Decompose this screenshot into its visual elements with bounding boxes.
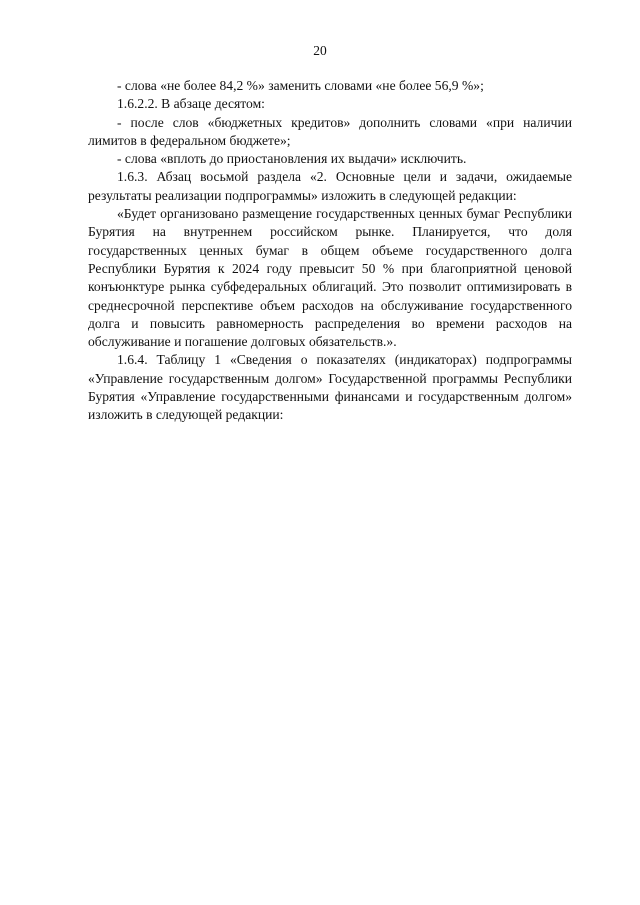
paragraph-exclude-words: - слова «вплоть до приостановления их выдачи» исключить. — [117, 151, 467, 167]
paragraph-1-6-3: 1.6.3. Абзац восьмой раздела «2. Основные цели и задачи, ожидаемые результаты реализации подпрограммы» изложить в следующей редакции: — [88, 169, 572, 203]
page-number: 20 — [313, 43, 327, 58]
paragraph-add-words: - после слов «бюджетных кредитов» дополнить словами «при наличии лимитов в федеральном бюджете»; — [88, 114, 572, 148]
document-body — [88, 77, 572, 425]
paragraph-1-6-4: 1.6.4. Таблицу 1 «Сведения о показателях (индикаторах) подпрограммы «Управление государственным долгом» Государственной программы Республики Бурятия «Управление государственными финансами и государственным долгом» изложить в следующей редакции: — [88, 352, 572, 423]
paragraph-1-6-2-2: 1.6.2.2. В абзаце десятом: — [117, 96, 265, 112]
paragraph-replace-words: - слова «не более 84,2 %» заменить словами «не более 56,9 %»; — [117, 78, 484, 93]
paragraph-quoted-text: «Будет организовано размещение государственных ценных бумаг Республики Бурятия на внутреннем российском рынке. Планируется, что доля государственных ценных бумаг в общем объеме государственного долга Республики Бурятия к 2024 году превысит 50 % при благоприятной ценовой конъюнктуре рынка субфедеральных облигаций. Это позволит оптимизировать в среднесрочной перспективе объем расходов на обслуживание государственного долга и повысить равномерность распределения во времени расходов на обслуживание и погашение долговых обязательств.». — [88, 206, 572, 350]
